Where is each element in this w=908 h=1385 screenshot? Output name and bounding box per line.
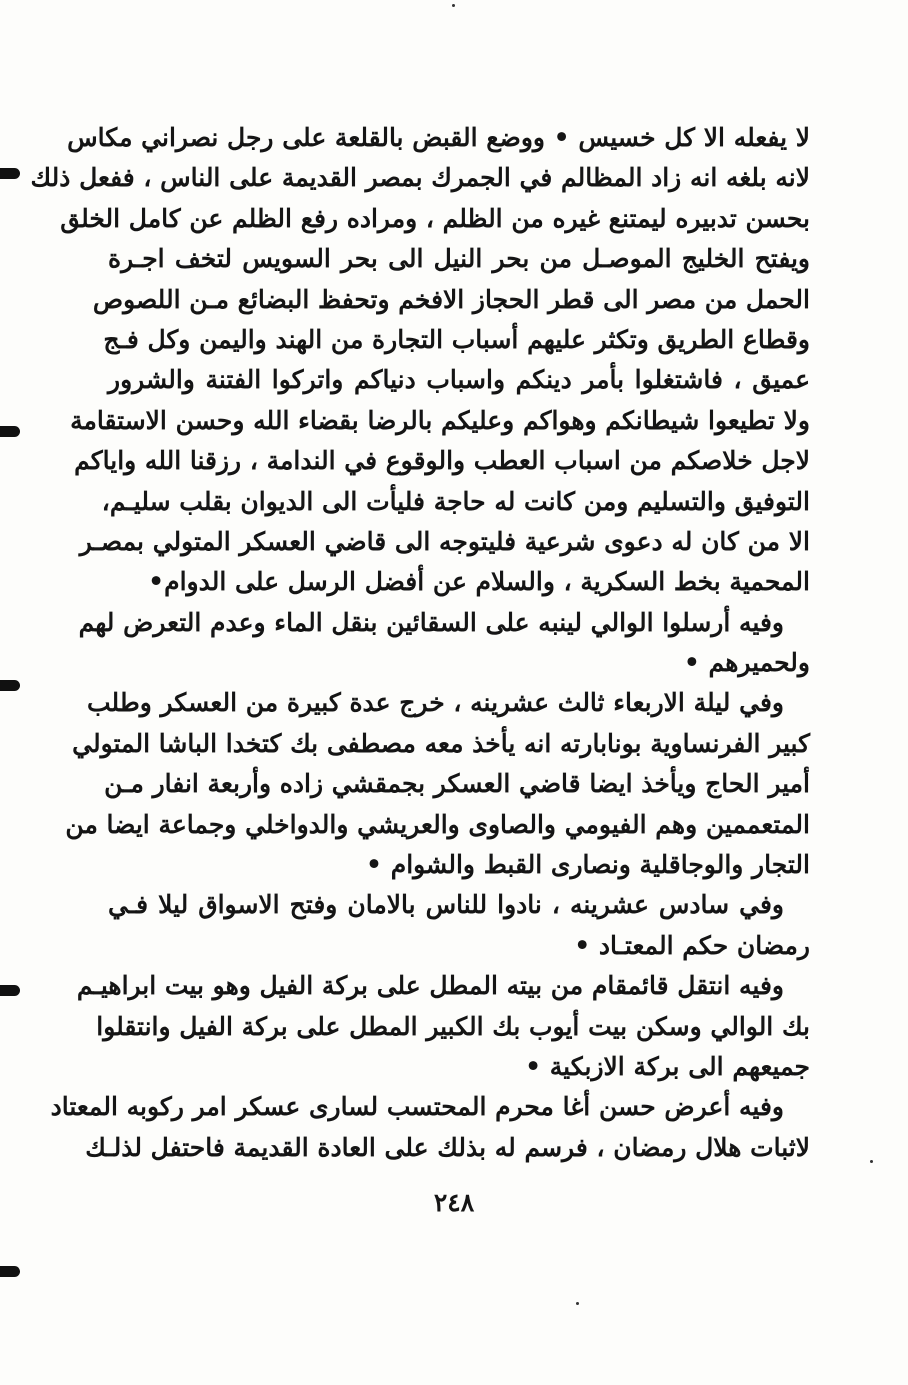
text-line: الا من كان له دعوى شرعية فليتوجه الى قاضي العسكر المتولي بمصـر: [79, 526, 810, 556]
scan-speck: [576, 1302, 579, 1305]
text-line: لاجل خلاصكم من اسباب العطب والوقوع في الندامة ، رزقنا الله واياكم: [74, 446, 810, 476]
text-line: ولحميرهم •: [683, 648, 810, 678]
text-line: جميعهم الى بركة الازبكية •: [525, 1051, 810, 1081]
text-line: لا يفعله الا كل خسيس • ووضع القبض بالقلعة على رجل نصراني مكاس: [67, 123, 810, 152]
text-line: وفيه أعرض حسن أغا محرم المحتسب لسارى عسكر امر ركوبه المعتاد: [50, 1092, 784, 1122]
text-line: وفيه أرسلوا الوالي لينبه على السقائين بنقل الماء وعدم التعرض لهم: [78, 607, 784, 637]
text-line: ولا تطيعوا شيطانكم وهواكم وعليكم بالرضا بقضاء الله وحسن الاستقامة: [70, 405, 810, 435]
binding-mark: [0, 985, 20, 996]
text-line: لانه بلغه انه زاد المظالم في الجمرك بمصر القديمة على الناس ، ففعل ذلك: [30, 163, 810, 193]
text-line: لاثبات هلال رمضان ، فرسم له بذلك على العادة القديمة فاحتفل لذلـك: [85, 1132, 810, 1162]
scan-speck: [452, 4, 455, 7]
page-number: ٢٤٨: [433, 1188, 475, 1217]
text-line: بك الوالي وسكن بيت أيوب بك الكبير المطل على بركة الفيل وانتقلوا: [96, 1011, 810, 1041]
text-line: وفيه انتقل قائمقام من بيته المطل على بركة الفيل وهو بيت ابراهيـم: [76, 971, 784, 1001]
binding-mark: [0, 426, 20, 437]
binding-mark: [0, 680, 20, 691]
text-line: ويفتح الخليج الموصـل من بحر النيل الى بحر السويس لتخف اجـرة: [108, 244, 810, 274]
text-line: عميق ، فاشتغلوا بأمر دينكم واسباب دنياكم واتركوا الفتنة والشرور: [108, 365, 810, 395]
scan-speck: [870, 1160, 873, 1163]
text-line: المتعممين وهم الفيومي والصاوى والعريشي والدواخلي وجماعة ايضا من: [65, 809, 810, 839]
text-line: أمير الحاج ويأخذ ايضا قاضي العسكر بجمقشي زاده وأربعة انفار مـن: [104, 769, 810, 799]
body-text: [30, 118, 810, 1168]
text-line: الحمل من مصر الى قطر الحجاز الافخم وتحفظ البضائع مـن اللصوص: [92, 284, 810, 314]
text-line: وفي ليلة الاربعاء ثالث عشرينه ، خرج عدة كبيرة من العسكر وطلب: [87, 688, 784, 718]
text-line: وفي سادس عشرينه ، نادوا للناس بالامان وفتح الاسواق ليلا فـي: [108, 890, 784, 920]
text-line: التوفيق والتسليم ومن كانت له حاجة فليأت الى الديوان بقلب سليـم،: [101, 486, 810, 516]
text-line: التجار والوجاقلية ونصارى القبط والشوام •: [366, 850, 810, 880]
text-line: وقطاع الطريق وتكثر عليهم أسباب التجارة من الهند واليمن وكل فـج: [103, 324, 810, 354]
text-line: المحمية بخط السكرية ، والسلام عن أفضل الرسل على الدوام•: [148, 567, 810, 597]
text-line: بحسن تدبيره ليمتنع غيره من الظلم ، ومراده رفع الظلم عن كامل الخلق: [60, 203, 810, 233]
binding-mark: [0, 1266, 20, 1277]
binding-mark: [0, 168, 20, 179]
text-line: كبير الفرنساوية بونابارته انه يأخذ معه مصطفى بك كتخدا الباشا المتولي: [72, 728, 810, 758]
text-line: رمضان حكم المعتـاد •: [574, 930, 810, 960]
